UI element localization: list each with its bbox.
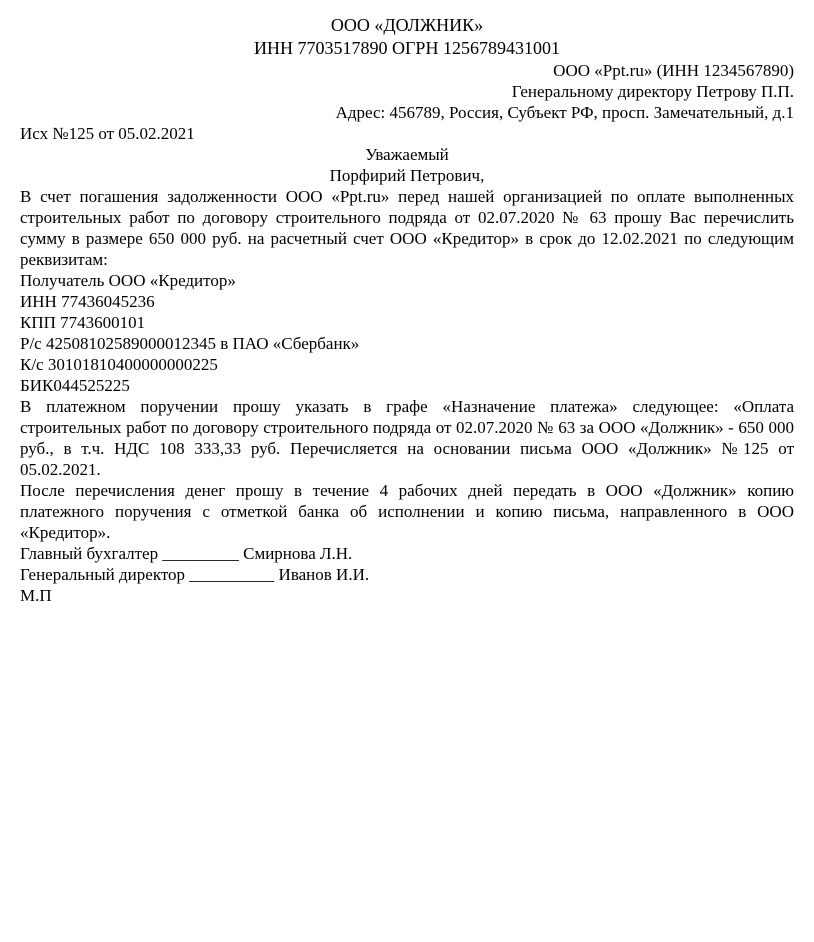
- salutation-line-1: Уважаемый: [365, 145, 449, 164]
- signature-chief-accountant: Главный бухгалтер _________ Смирнова Л.Н.: [20, 544, 353, 563]
- payee-settlement-account: Р/с 42508102589000012345 в ПАО «Сбербанк»: [20, 334, 360, 353]
- payee-details-block: [20, 270, 794, 396]
- addressee-company: ООО «Ppt.ru» (ИНН 1234567890): [553, 61, 794, 80]
- sender-company-name: ООО «ДОЛЖНИК»: [330, 15, 484, 35]
- payee-recipient: Получатель ООО «Кредитор»: [20, 271, 236, 290]
- payee-kpp: КПП 7743600101: [20, 313, 146, 332]
- salutation-line-2: Порфирий Петрович,: [329, 166, 485, 185]
- sender-inn-ogrn: ИНН 7703517890 ОГРН 1256789431001: [254, 38, 560, 58]
- payee-bik: БИК044525225: [20, 376, 130, 395]
- seal-mark: М.П: [20, 586, 52, 605]
- addressee-director: Генеральному директору Петрову П.П.: [511, 82, 794, 101]
- body-paragraph-payment-purpose: В платежном поручении прошу указать в графе «Назначение платежа» следующее: «Оплата строительных работ по договору строительного подряда от 02.07.2020 № 63 за ООО «Должник» - 650 000 руб., в т.ч. НДС 108 333,33 руб. Перечисляется на основании письма ООО «Должник» №125 от 05.02.2021.: [20, 397, 794, 479]
- body-paragraph-confirmation-request: После перечисления денег прошу в течение 4 рабочих дней передать в ООО «Должник» копию платежного поручения с отметкой банка об исполнении и копию письма, направленного в ООО «Кредитор».: [20, 481, 794, 542]
- outgoing-reference: Исх №125 от 05.02.2021: [20, 124, 195, 143]
- sender-letterhead: [20, 14, 794, 60]
- signature-general-director: Генеральный директор __________ Иванов И.И.: [20, 565, 370, 584]
- payee-inn: ИНН 77436045236: [20, 292, 155, 311]
- addressee-address: Адрес: 456789, Россия, Субъект РФ, просп. Замечательный, д.1: [335, 103, 794, 122]
- payee-correspondent-account: К/с 30101810400000000225: [20, 355, 218, 374]
- body-paragraph-debt: В счет погашения задолженности ООО «Ppt.ru» перед нашей организацией по оплате выполненных строительных работ по договору строительного подряда от 02.07.2020 № 63 прошу Вас перечислить сумму в размере 650 000 руб. на расчетный счет ООО «Кредитор» в срок до 12.02.2021 по следующим реквизитам:: [20, 187, 794, 269]
